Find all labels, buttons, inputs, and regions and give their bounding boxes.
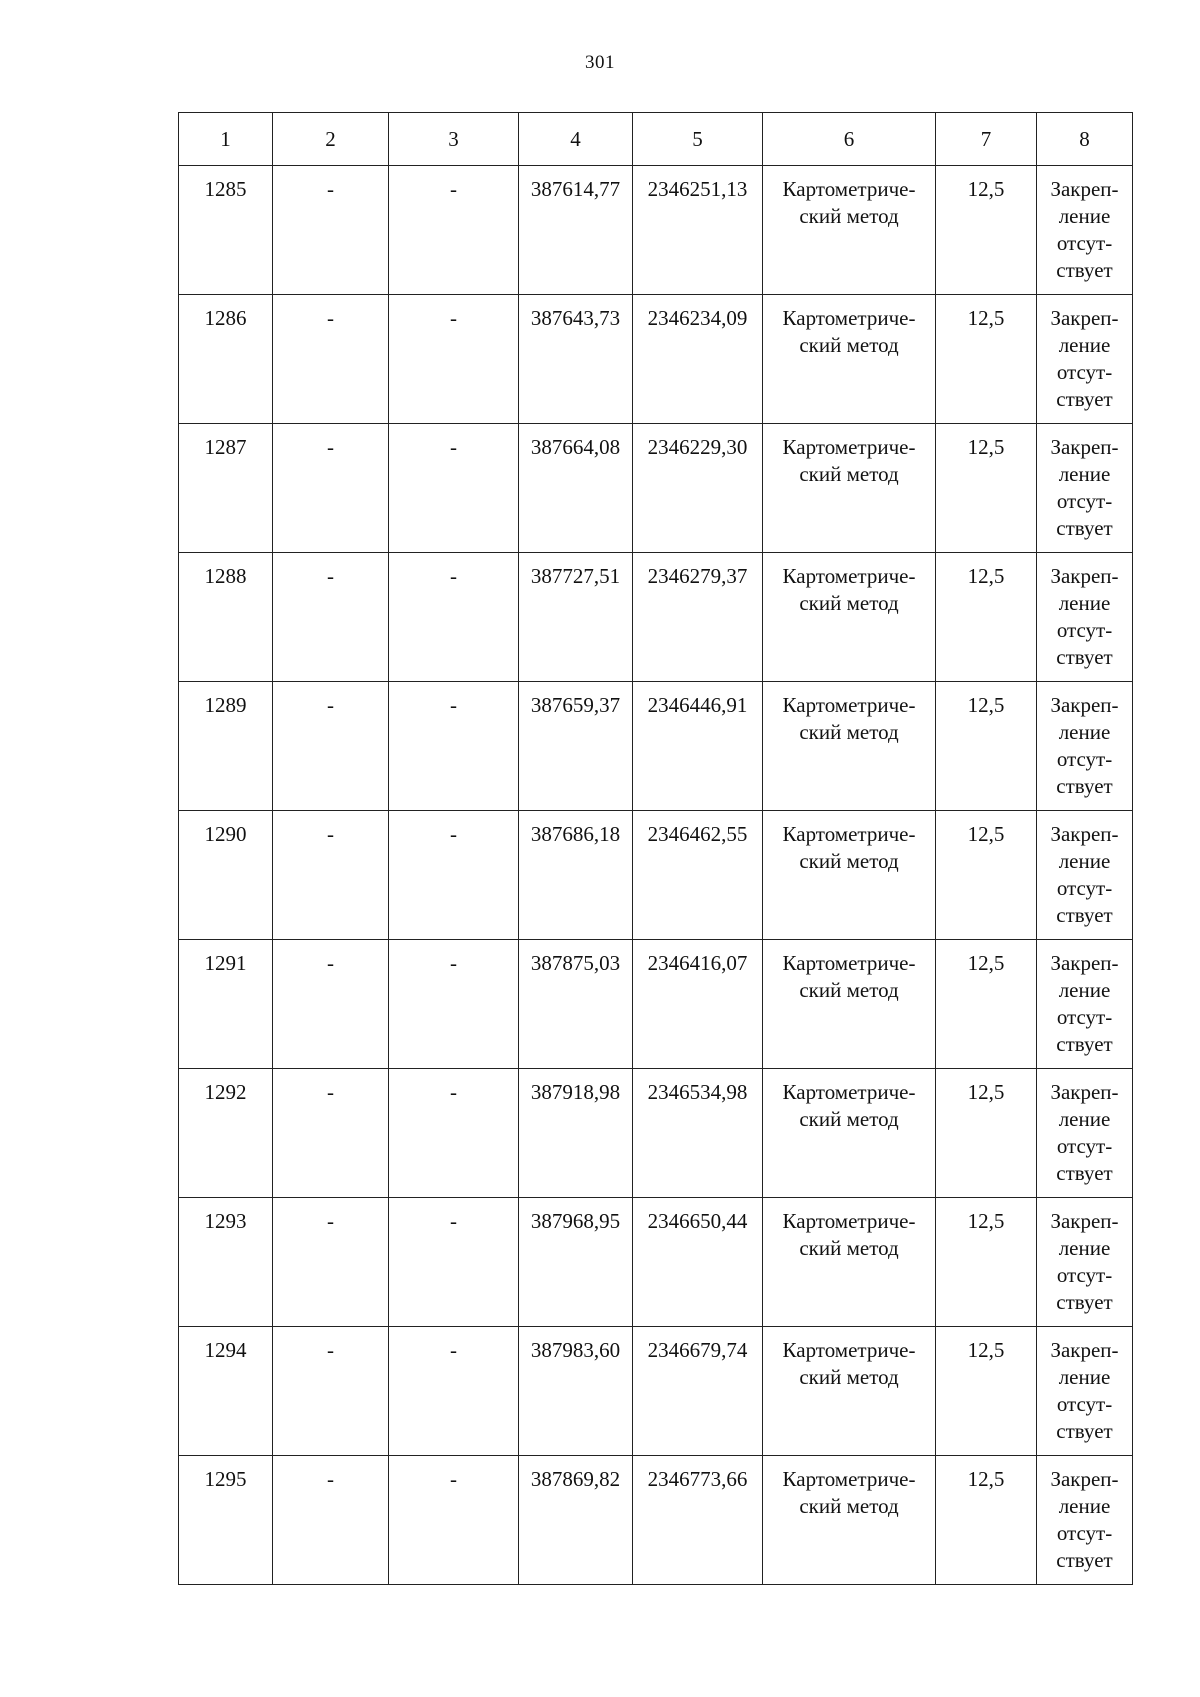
fixing-line: отсут- (1056, 1263, 1113, 1287)
col2-value-cell: - (273, 940, 389, 1069)
fixing-line: отсут- (1056, 618, 1113, 642)
fixing-line: отсут- (1056, 360, 1113, 384)
method-cell (763, 1327, 936, 1456)
method-line: ский метод (799, 720, 899, 744)
coord-x-cell: 387664,08 (519, 424, 633, 553)
method-line: Картометриче- (782, 306, 916, 330)
point-number-cell: 1288 (179, 553, 273, 682)
fixing-line: отсут- (1056, 1392, 1113, 1416)
table-row (179, 1456, 1133, 1585)
coord-x-cell: 387875,03 (519, 940, 633, 1069)
col3-value-cell: - (389, 1198, 519, 1327)
col2-value-cell: - (273, 553, 389, 682)
accuracy-cell: 12,5 (936, 295, 1037, 424)
fixing-line: ление (1058, 1236, 1111, 1260)
point-number-cell: 1286 (179, 295, 273, 424)
point-number-cell: 1285 (179, 166, 273, 295)
fixing-line: Закреп- (1050, 306, 1119, 330)
fixing-line: отсут- (1056, 747, 1113, 771)
method-line: ский метод (799, 1365, 899, 1389)
table-header (179, 113, 1133, 166)
method-cell (763, 1069, 936, 1198)
table-row (179, 1198, 1133, 1327)
coord-y-cell: 2346279,37 (633, 553, 763, 682)
method-line: ский метод (799, 978, 899, 1002)
coord-x-cell: 387643,73 (519, 295, 633, 424)
fixing-cell (1037, 940, 1133, 1069)
table-body (179, 166, 1133, 1585)
method-line: Картометриче- (782, 822, 916, 846)
fixing-line: ствует (1056, 1161, 1113, 1185)
col3-value-cell: - (389, 553, 519, 682)
method-cell (763, 940, 936, 1069)
col3-value-cell: - (389, 1456, 519, 1585)
table-row (179, 940, 1133, 1069)
method-line: ский метод (799, 1494, 899, 1518)
fixing-cell (1037, 811, 1133, 940)
fixing-line: ление (1058, 978, 1111, 1002)
fixing-line: ление (1058, 1365, 1111, 1389)
col3-value-cell: - (389, 682, 519, 811)
point-number-cell: 1291 (179, 940, 273, 1069)
coord-y-cell: 2346773,66 (633, 1456, 763, 1585)
fixing-line: ление (1058, 591, 1111, 615)
fixing-line: Закреп- (1050, 1467, 1119, 1491)
method-line: ский метод (799, 462, 899, 486)
coord-x-cell: 387869,82 (519, 1456, 633, 1585)
fixing-line: ствует (1056, 774, 1113, 798)
col3-value-cell: - (389, 295, 519, 424)
col2-value-cell: - (273, 811, 389, 940)
coord-y-cell: 2346234,09 (633, 295, 763, 424)
table-row (179, 295, 1133, 424)
fixing-line: Закреп- (1050, 177, 1119, 201)
table-row (179, 553, 1133, 682)
point-number-cell: 1289 (179, 682, 273, 811)
accuracy-cell: 12,5 (936, 940, 1037, 1069)
header-cell-8: 8 (1037, 113, 1133, 166)
accuracy-cell: 12,5 (936, 166, 1037, 295)
fixing-line: ление (1058, 333, 1111, 357)
method-cell (763, 424, 936, 553)
accuracy-cell: 12,5 (936, 811, 1037, 940)
fixing-cell (1037, 1327, 1133, 1456)
point-number-cell: 1294 (179, 1327, 273, 1456)
accuracy-cell: 12,5 (936, 424, 1037, 553)
fixing-line: Закреп- (1050, 693, 1119, 717)
col2-value-cell: - (273, 1327, 389, 1456)
method-cell (763, 295, 936, 424)
method-line: ский метод (799, 333, 899, 357)
header-cell-4: 4 (519, 113, 633, 166)
col2-value-cell: - (273, 295, 389, 424)
col2-value-cell: - (273, 424, 389, 553)
fixing-line: ление (1058, 1107, 1111, 1131)
fixing-line: Закреп- (1050, 435, 1119, 459)
method-line: Картометриче- (782, 693, 916, 717)
fixing-cell (1037, 1456, 1133, 1585)
fixing-line: отсут- (1056, 489, 1113, 513)
header-cell-6: 6 (763, 113, 936, 166)
coord-x-cell: 387614,77 (519, 166, 633, 295)
table-row (179, 424, 1133, 553)
fixing-line: отсут- (1056, 1521, 1113, 1545)
page-number: 301 (585, 52, 615, 73)
method-line: ский метод (799, 1236, 899, 1260)
fixing-cell (1037, 1198, 1133, 1327)
fixing-cell (1037, 295, 1133, 424)
fixing-line: ствует (1056, 1548, 1113, 1572)
fixing-line: ление (1058, 1494, 1111, 1518)
coord-y-cell: 2346251,13 (633, 166, 763, 295)
col3-value-cell: - (389, 166, 519, 295)
coord-y-cell: 2346462,55 (633, 811, 763, 940)
method-line: Картометриче- (782, 1467, 916, 1491)
method-line: Картометриче- (782, 177, 916, 201)
fixing-line: Закреп- (1050, 1209, 1119, 1233)
fixing-line: ствует (1056, 645, 1113, 669)
fixing-line: Закреп- (1050, 822, 1119, 846)
table-row (179, 811, 1133, 940)
coord-y-cell: 2346679,74 (633, 1327, 763, 1456)
header-cell-7: 7 (936, 113, 1037, 166)
method-line: Картометриче- (782, 951, 916, 975)
fixing-line: ствует (1056, 1419, 1113, 1443)
method-cell (763, 166, 936, 295)
fixing-line: отсут- (1056, 876, 1113, 900)
col2-value-cell: - (273, 1456, 389, 1585)
accuracy-cell: 12,5 (936, 1198, 1037, 1327)
accuracy-cell: 12,5 (936, 553, 1037, 682)
col2-value-cell: - (273, 682, 389, 811)
fixing-line: ствует (1056, 903, 1113, 927)
col3-value-cell: - (389, 1327, 519, 1456)
table-row (179, 1327, 1133, 1456)
fixing-line: ление (1058, 720, 1111, 744)
col2-value-cell: - (273, 1198, 389, 1327)
coord-y-cell: 2346650,44 (633, 1198, 763, 1327)
fixing-line: отсут- (1056, 1005, 1113, 1029)
method-line: ский метод (799, 591, 899, 615)
method-cell (763, 553, 936, 682)
accuracy-cell: 12,5 (936, 1069, 1037, 1198)
fixing-line: ление (1058, 462, 1111, 486)
method-cell (763, 811, 936, 940)
col3-value-cell: - (389, 424, 519, 553)
method-line: Картометриче- (782, 1209, 916, 1233)
method-line: Картометриче- (782, 1080, 916, 1104)
table-row (179, 1069, 1133, 1198)
coord-x-cell: 387659,37 (519, 682, 633, 811)
accuracy-cell: 12,5 (936, 682, 1037, 811)
coord-x-cell: 387983,60 (519, 1327, 633, 1456)
table-row (179, 682, 1133, 811)
fixing-line: отсут- (1056, 231, 1113, 255)
col3-value-cell: - (389, 1069, 519, 1198)
col2-value-cell: - (273, 166, 389, 295)
fixing-cell (1037, 424, 1133, 553)
method-cell (763, 1198, 936, 1327)
fixing-cell (1037, 1069, 1133, 1198)
coord-y-cell: 2346446,91 (633, 682, 763, 811)
coord-y-cell: 2346229,30 (633, 424, 763, 553)
coord-y-cell: 2346534,98 (633, 1069, 763, 1198)
fixing-line: ствует (1056, 258, 1113, 282)
point-number-cell: 1290 (179, 811, 273, 940)
header-cell-5: 5 (633, 113, 763, 166)
table-row (179, 166, 1133, 295)
fixing-cell (1037, 166, 1133, 295)
fixing-line: ствует (1056, 1290, 1113, 1314)
header-cell-2: 2 (273, 113, 389, 166)
point-number-cell: 1293 (179, 1198, 273, 1327)
fixing-line: Закреп- (1050, 564, 1119, 588)
coord-x-cell: 387918,98 (519, 1069, 633, 1198)
coord-x-cell: 387968,95 (519, 1198, 633, 1327)
header-cell-3: 3 (389, 113, 519, 166)
coord-y-cell: 2346416,07 (633, 940, 763, 1069)
header-cell-1: 1 (179, 113, 273, 166)
fixing-line: ствует (1056, 387, 1113, 411)
method-line: ский метод (799, 849, 899, 873)
method-cell (763, 1456, 936, 1585)
method-line: Картометриче- (782, 564, 916, 588)
method-line: Картометриче- (782, 435, 916, 459)
fixing-line: отсут- (1056, 1134, 1113, 1158)
header-row (179, 113, 1133, 166)
accuracy-cell: 12,5 (936, 1327, 1037, 1456)
fixing-line: Закреп- (1050, 1338, 1119, 1362)
col2-value-cell: - (273, 1069, 389, 1198)
accuracy-cell: 12,5 (936, 1456, 1037, 1585)
method-line: ский метод (799, 1107, 899, 1131)
fixing-line: Закреп- (1050, 951, 1119, 975)
col3-value-cell: - (389, 940, 519, 1069)
coord-x-cell: 387686,18 (519, 811, 633, 940)
point-number-cell: 1295 (179, 1456, 273, 1585)
method-line: ский метод (799, 204, 899, 228)
fixing-line: ление (1058, 849, 1111, 873)
fixing-cell (1037, 553, 1133, 682)
point-number-cell: 1292 (179, 1069, 273, 1198)
coordinates-table (178, 112, 1133, 1585)
point-number-cell: 1287 (179, 424, 273, 553)
method-cell (763, 682, 936, 811)
fixing-line: Закреп- (1050, 1080, 1119, 1104)
coord-x-cell: 387727,51 (519, 553, 633, 682)
fixing-line: ствует (1056, 1032, 1113, 1056)
method-line: Картометриче- (782, 1338, 916, 1362)
fixing-line: ление (1058, 204, 1111, 228)
fixing-line: ствует (1056, 516, 1113, 540)
fixing-cell (1037, 682, 1133, 811)
col3-value-cell: - (389, 811, 519, 940)
